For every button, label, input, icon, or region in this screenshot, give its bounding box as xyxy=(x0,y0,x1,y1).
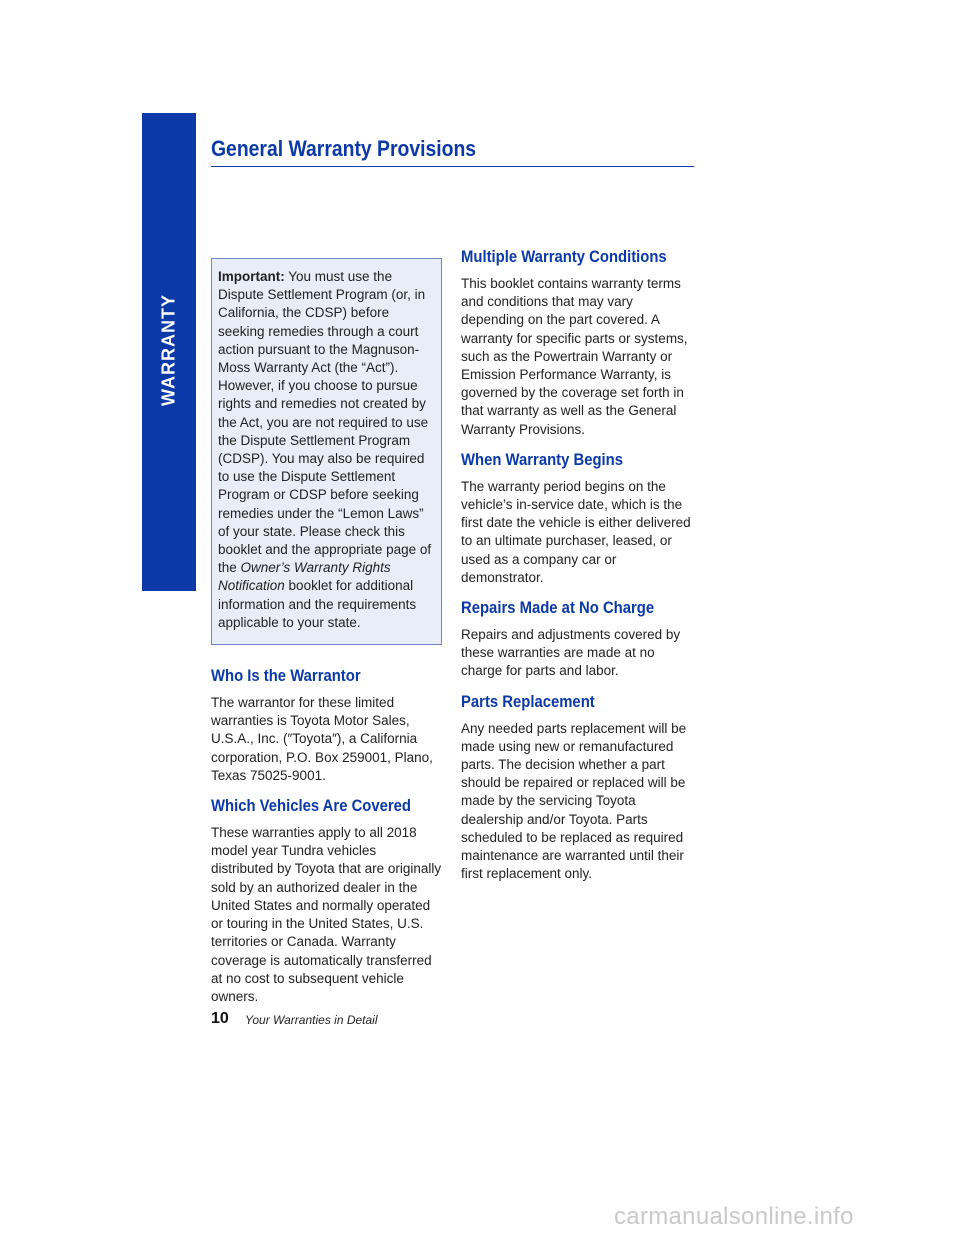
section-heading: When Warranty Begins xyxy=(461,450,623,469)
important-callout xyxy=(211,258,442,645)
section-vehicles-covered xyxy=(211,797,442,1006)
callout-italic-title: Owner’s Warranty Rights Notification xyxy=(218,560,391,594)
page-title: General Warranty Provisions xyxy=(211,136,477,161)
section-multiple-conditions xyxy=(461,248,692,439)
section-heading: Which Vehicles Are Covered xyxy=(211,797,411,816)
page-number: 10 xyxy=(211,1010,229,1027)
section-body: This booklet contains warranty terms and conditions that may vary depending on the part covered. A warranty for specific parts or systems, such as the Powertrain Warranty or Emission Performance Warranty, is governed by the coverage set forth in that warranty as well as the General Warranty Provisions. xyxy=(461,276,688,437)
title-divider xyxy=(211,166,694,167)
site-watermark: carmanualsonline.info xyxy=(614,1203,854,1230)
section-body: Repairs and adjustments covered by these warranties are made at no charge for parts and labor. xyxy=(461,627,681,679)
callout-text: You must use the Dispute Settlement Program (or, in California, the CDSP) before seeking remedies through a court action pursuant to the Magnuson-Moss Warranty Act (the “Act”). However, if you choose to pursue rights and remedies not created by the Act, you are not required to use the Dispute Settlement Program (CDSP). You may also be required to use the Dispute Settlement Program or CDSP before seeking remedies under the “Lemon Laws” of your state. Please check this booklet and the appropriate page of the xyxy=(218,269,432,576)
section-who-is-warrantor xyxy=(211,667,442,785)
section-body: The warranty period begins on the vehicle’s in-service date, which is the first date the vehicle is either delivered to an ultimate purchaser, leased, or used as a company car or demonstrator. xyxy=(461,478,691,585)
section-side-tab-label: WARRANTY xyxy=(158,294,179,406)
section-heading: Parts Replacement xyxy=(461,692,595,711)
left-column xyxy=(211,258,442,1018)
section-when-warranty-begins xyxy=(461,451,692,587)
section-parts-replacement xyxy=(461,693,692,884)
right-column xyxy=(461,248,692,895)
section-body: Any needed parts replacement will be made using new or remanufactured parts. The decision whether a part should be repaired or replaced will be made by the servicing Toyota dealership and/or Toyota. Parts scheduled to be replaced as required maintenance are warranted until their first replacement only. xyxy=(461,720,687,882)
footer-title: Your Warranties in Detail xyxy=(245,1013,378,1027)
section-repairs-no-charge xyxy=(461,599,692,681)
callout-lead: Important: xyxy=(218,269,285,284)
callout-text-end: booklet for additional information and the requirements applicable to your state. xyxy=(218,578,417,630)
section-body: These warranties apply to all 2018 model year Tundra vehicles distributed by Toyota that are originally sold by an authorized dealer in the United States and normally operated or touring in the United States, U.S. territories or Canada. Warranty coverage is automatically transferred at no cost to subsequent vehicle owners. xyxy=(211,825,442,1004)
section-body: The warrantor for these limited warranties is Toyota Motor Sales, U.S.A., Inc. (″Toyota″), a California corporation, P.O. Box 259001, Plano, Texas 75025-9001. xyxy=(211,695,433,783)
section-heading: Who Is the Warrantor xyxy=(211,667,361,686)
section-heading: Repairs Made at No Charge xyxy=(461,599,655,618)
section-heading: Multiple Warranty Conditions xyxy=(461,248,667,266)
